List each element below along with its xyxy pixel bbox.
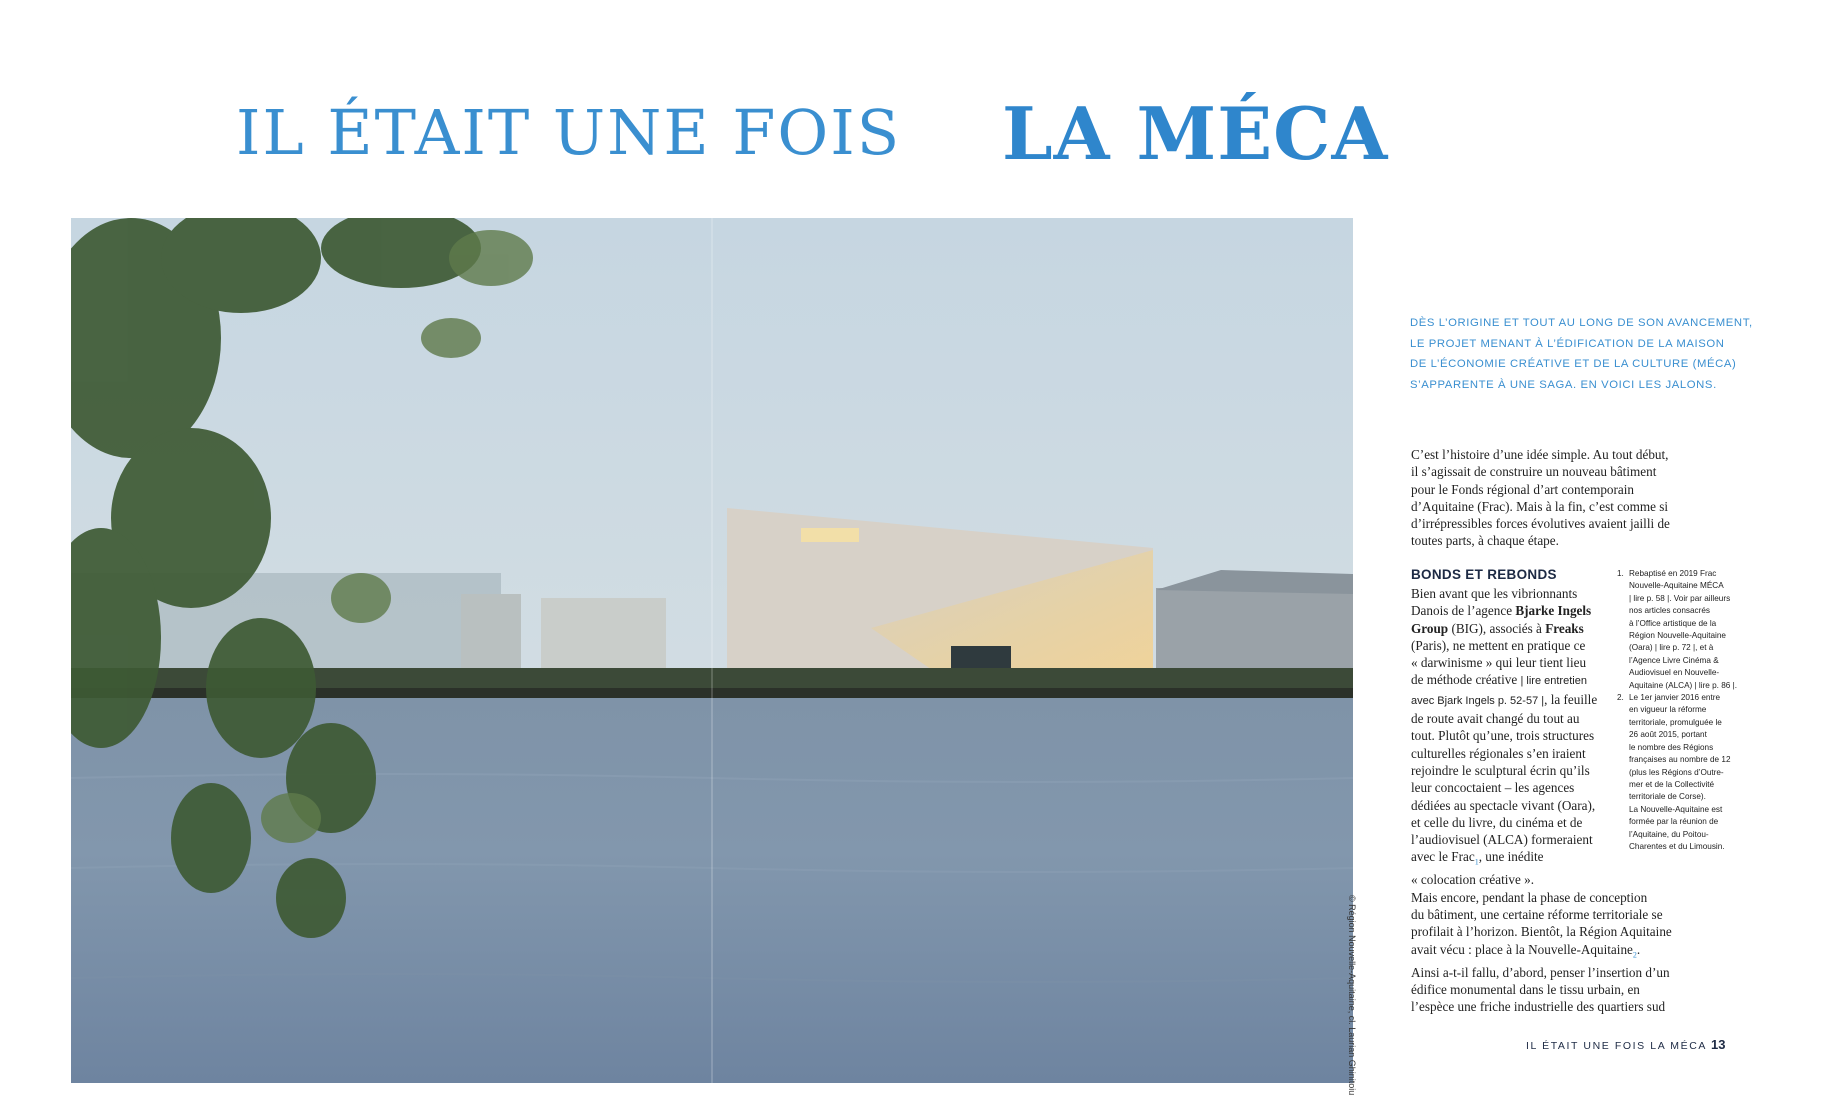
- footnote-line: à l’Office artistique de la: [1629, 618, 1717, 628]
- footnote-line: Aquitaine (ALCA) | lire p. 86 |.: [1629, 680, 1738, 690]
- footnote-text: Le 1er janvier 2016 entre: [1629, 693, 1721, 703]
- page-reference: avec Bjark Ingels p. 52-57 |: [1411, 694, 1545, 707]
- lead-paragraph: [1411, 446, 1701, 550]
- text-line: l’audiovisuel (ALCA) formeraient: [1411, 832, 1593, 848]
- footnote-text: Rebaptisé en 2019 Frac: [1629, 569, 1717, 578]
- photo-credit: © Région Nouvelle-Aquitaine, cl. Laurian Ghinitoiu: [1347, 895, 1357, 1095]
- footnote-line: (Oara) | lire p. 72 |, et à: [1629, 643, 1714, 653]
- text-line: tout. Plutôt qu’une, trois structures: [1411, 728, 1595, 744]
- text-line: « colocation créative ».: [1411, 872, 1535, 888]
- footnote-line: Région Nouvelle-Aquitaine: [1629, 631, 1726, 641]
- text-line: Ainsi a-t-il fallu, d’abord, penser l’insertion d’un: [1411, 964, 1670, 980]
- text-line: rejoindre le sculptural écrin qu’ils: [1411, 762, 1590, 778]
- text-run: avait vécu : place à la Nouvelle-Aquitaine: [1411, 941, 1633, 957]
- footnote-line: territoriale de Corse).: [1629, 792, 1706, 802]
- footnote-line: [1617, 692, 1745, 704]
- intro-chapeau: [1410, 313, 1753, 395]
- page-title-part2: LA MÉCA: [1002, 91, 1389, 176]
- lead-line: d’Aquitaine (Frac). Mais à la fin, c’est comme si: [1411, 498, 1669, 514]
- text-run: , la feuille: [1544, 691, 1598, 707]
- text-line: et celle du livre, du cinéma et de: [1411, 814, 1583, 830]
- page-number: 13: [1711, 1037, 1726, 1052]
- intro-line: DE L’ÉCONOMIE CRÉATIVE ET DE LA CULTURE (MÉCA): [1410, 358, 1737, 370]
- page-title-part1: IL ÉTAIT UNE FOIS: [236, 96, 902, 169]
- footnote-line: | lire p. 58 |. Voir par ailleurs: [1629, 593, 1731, 603]
- text-run: .: [1636, 941, 1641, 957]
- footnote-marker: 1: [1474, 858, 1479, 868]
- lead-line: il s’agissait de construire un nouveau bâtiment: [1411, 464, 1657, 480]
- agency-name: Freaks: [1545, 620, 1584, 636]
- text-line: Bien avant que les vibrionnants: [1411, 586, 1578, 601]
- intro-line: DÈS L’ORIGINE ET TOUT AU LONG DE SON AVANCEMENT,: [1410, 317, 1753, 329]
- text-run: avec le Frac: [1411, 849, 1475, 865]
- text-run: , une inédite: [1478, 849, 1544, 865]
- text-run: de méthode créative: [1411, 672, 1521, 688]
- footnote-line: l’Agence Livre Cinéma &: [1629, 655, 1719, 665]
- agency-name: Bjarke Ingels: [1515, 603, 1592, 619]
- footnote-line: nos articles consacrés: [1629, 606, 1710, 616]
- footnote-line: Charentes et du Limousin.: [1629, 841, 1725, 851]
- footnote-line: territoriale, promulguée le: [1629, 717, 1722, 727]
- footnote-line: françaises au nombre de 12: [1629, 755, 1731, 765]
- footnote-line: en vigueur la réforme: [1629, 705, 1707, 715]
- footnote-marker: 2: [1632, 950, 1637, 960]
- footnote-line: mer et de la Collectivité: [1629, 779, 1715, 789]
- section-heading: BONDS ET REBONDS: [1411, 567, 1557, 582]
- intro-line: S’APPARENTE À UNE SAGA. EN VOICI LES JALONS.: [1410, 378, 1717, 391]
- footnote-line: [1617, 568, 1745, 580]
- text-line: culturelles régionales s’en iraient: [1411, 745, 1586, 761]
- footnote-line: l’Aquitaine, du Poitou-: [1629, 829, 1709, 839]
- lead-line: C’est l’histoire d’une idée simple. Au tout début,: [1411, 447, 1669, 462]
- text-line: Mais encore, pendant la phase de conception: [1411, 889, 1648, 905]
- footnote-number: 1.: [1617, 569, 1624, 578]
- footnote-number: 2.: [1617, 693, 1624, 703]
- footnote-line: formée par la réunion de: [1629, 817, 1719, 827]
- lead-line: pour le Fonds régional d’art contemporain: [1411, 481, 1635, 497]
- text-line: du bâtiment, une certaine réforme territoriale se: [1411, 906, 1663, 922]
- text-line: leur concoctaient – les agences: [1411, 780, 1575, 796]
- footnote-line: La Nouvelle-Aquitaine est: [1629, 804, 1723, 814]
- text-line: [1411, 941, 1701, 964]
- footnote-line: Nouvelle-Aquitaine MÉCA: [1629, 581, 1724, 591]
- text-line: dédiées au spectacle vivant (Oara),: [1411, 797, 1596, 813]
- footnote-line: Audiovisuel en Nouvelle-: [1629, 668, 1720, 678]
- text-line: (Paris), ne mettent en pratique ce: [1411, 637, 1586, 653]
- text-line: édifice monumental dans le tissu urbain, en: [1411, 981, 1640, 997]
- footnotes: [1617, 568, 1745, 853]
- text-line: de route avait changé du tout au: [1411, 711, 1580, 727]
- text-run: Danois de l’agence: [1411, 603, 1516, 619]
- hero-photo: [71, 218, 1353, 1083]
- footnote-line: (plus les Régions d’Outre-: [1629, 767, 1724, 777]
- footnote-line: 26 août 2015, portant: [1629, 730, 1707, 740]
- running-footer: [1526, 1037, 1725, 1052]
- intro-line: LE PROJET MENANT À L’ÉDIFICATION DE LA MAISON: [1410, 337, 1725, 350]
- footnote-line: le nombre des Régions: [1629, 742, 1714, 752]
- text-line: profilait à l’horizon. Bientôt, la Région Aquitaine: [1411, 924, 1672, 940]
- page-reference: | lire entretien: [1520, 675, 1587, 688]
- lead-line: d’irrépressibles forces évolutives avaient jailli de: [1411, 516, 1670, 532]
- running-title: IL ÉTAIT UNE FOIS LA MÉCA: [1526, 1040, 1708, 1052]
- agency-name: Group: [1411, 620, 1449, 636]
- text-run: (BIG), associés à: [1448, 620, 1546, 636]
- text-line: « darwinisme » qui leur tient lieu: [1411, 655, 1587, 671]
- lead-line: toutes parts, à chaque étape.: [1411, 533, 1559, 549]
- text-line: l’espèce une friche industrielle des quartiers sud: [1411, 999, 1666, 1015]
